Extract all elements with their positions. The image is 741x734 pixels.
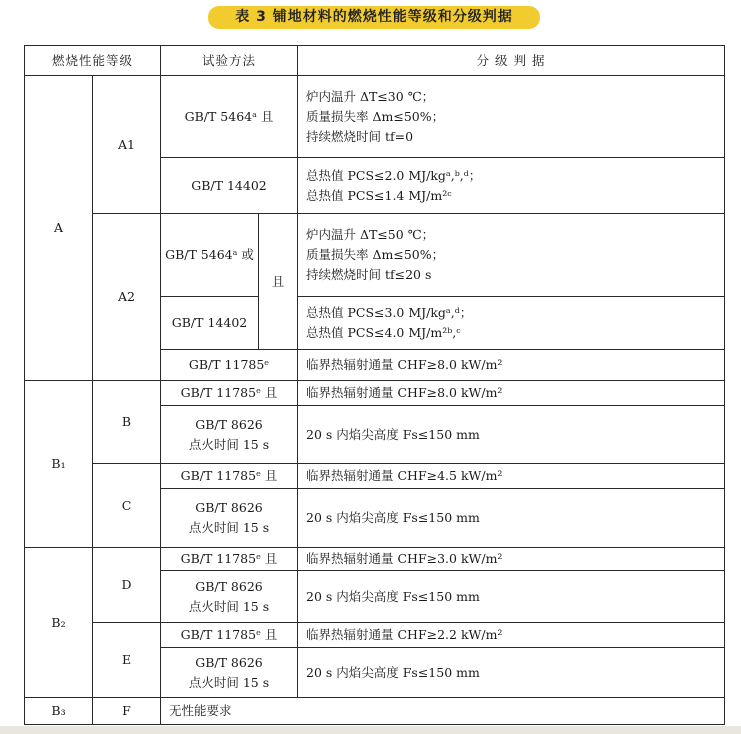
a1-criteria-1-line: 质量损失率 Δm≤50%； [306, 108, 445, 124]
grade-c: C [92, 463, 161, 548]
grade-b3: B₃ [24, 697, 93, 725]
d-method-2-line: GB/T 8626 [195, 578, 263, 594]
c-method-2-line: 点火时间 15 s [188, 520, 270, 535]
grade-a1: A1 [92, 75, 161, 214]
a1-criteria-1 [297, 75, 725, 158]
c-method-2 [160, 488, 298, 548]
e-method-2 [160, 647, 298, 698]
b-method-2-line: 点火时间 15 s [188, 436, 270, 452]
f-method: 无性能要求 [160, 697, 725, 725]
a2-criteria-2 [297, 296, 725, 350]
a2-method-2: GB/T 14402 [160, 296, 259, 350]
a2-criteria-1-line: 炉内温升 ΔT≤50 ℃； [306, 227, 435, 242]
a2-criteria-1-line: 质量损失率 Δm≤50%； [306, 247, 445, 262]
a1-method-1: GB/T 5464ᵃ 且 [160, 75, 298, 158]
grade-a2: A2 [92, 213, 161, 381]
grade-e: E [92, 622, 161, 698]
table-title: 表 3 铺地材料的燃烧性能等级和分级判据 [208, 6, 540, 29]
a2-method-3: GB/T 11785ᵉ [160, 349, 298, 381]
grade-b1: B₁ [24, 380, 93, 548]
a2-criteria-1-line: 持续燃烧时间 tf≤20 s [306, 267, 432, 282]
e-method-2-line: 点火时间 15 s [188, 674, 270, 690]
d-method-1: GB/T 11785ᵉ 且 [160, 547, 298, 571]
header-criteria: 分 级 判 据 [297, 45, 725, 76]
a2-criteria-3: 临界热辐射通量 CHF≥8.0 kW/m² [297, 349, 725, 381]
b-method-2-line: GB/T 8626 [195, 416, 263, 432]
e-criteria-2: 20 s 内焰尖高度 Fs≤150 mm [297, 647, 725, 698]
c-criteria-2: 20 s 内焰尖高度 Fs≤150 mm [297, 488, 725, 548]
d-method-2 [160, 570, 298, 623]
a1-criteria-1-line: 持续燃烧时间 tf=0 [306, 128, 414, 144]
d-criteria-1: 临界热辐射通量 CHF≥3.0 kW/m² [297, 547, 725, 571]
a2-criteria-1 [297, 213, 725, 297]
a1-criteria-2-line: 总热值 PCS≤2.0 MJ/kgᵃ,ᵇ,ᵈ； [306, 167, 482, 183]
header-method: 试验方法 [160, 45, 298, 76]
a2-criteria-2-line: 总热值 PCS≤3.0 MJ/kgᵃ,ᵈ； [306, 305, 473, 320]
header-level: 燃烧性能等级 [24, 45, 161, 76]
d-criteria-2: 20 s 内焰尖高度 Fs≤150 mm [297, 570, 725, 623]
d-method-2-line: 点火时间 15 s [188, 598, 270, 614]
grade-a: A [24, 75, 93, 381]
b-criteria-2: 20 s 内焰尖高度 Fs≤150 mm [297, 405, 725, 464]
grade-b: B [92, 380, 161, 464]
c-method-1: GB/T 11785ᵉ 且 [160, 463, 298, 489]
e-method-2-line: GB/T 8626 [195, 654, 263, 670]
e-criteria-1: 临界热辐射通量 CHF≥2.2 kW/m² [297, 622, 725, 648]
a2-criteria-2-line: 总热值 PCS≤4.0 MJ/m²ᵇ,ᶜ [306, 325, 461, 340]
e-method-1: GB/T 11785ᵉ 且 [160, 622, 298, 648]
grade-d: D [92, 547, 161, 623]
a2-method-1: GB/T 5464ᵃ 或 [160, 213, 259, 297]
c-method-2-line: GB/T 8626 [195, 500, 263, 515]
a1-criteria-1-line: 炉内温升 ΔT≤30 ℃； [306, 88, 435, 104]
c-criteria-1: 临界热辐射通量 CHF≥4.5 kW/m² [297, 463, 725, 489]
page-bottom-edge [0, 726, 741, 734]
a2-and-label: 且 [258, 213, 298, 350]
a1-criteria-2 [297, 157, 725, 214]
b-method-1: GB/T 11785ᵉ 且 [160, 380, 298, 406]
grade-f: F [92, 697, 161, 725]
b-criteria-1: 临界热辐射通量 CHF≥8.0 kW/m² [297, 380, 725, 406]
b-method-2 [160, 405, 298, 464]
a1-method-2: GB/T 14402 [160, 157, 298, 214]
grade-b2: B₂ [24, 547, 93, 698]
a1-criteria-2-line: 总热值 PCS≤1.4 MJ/m²ᶜ [306, 187, 452, 203]
